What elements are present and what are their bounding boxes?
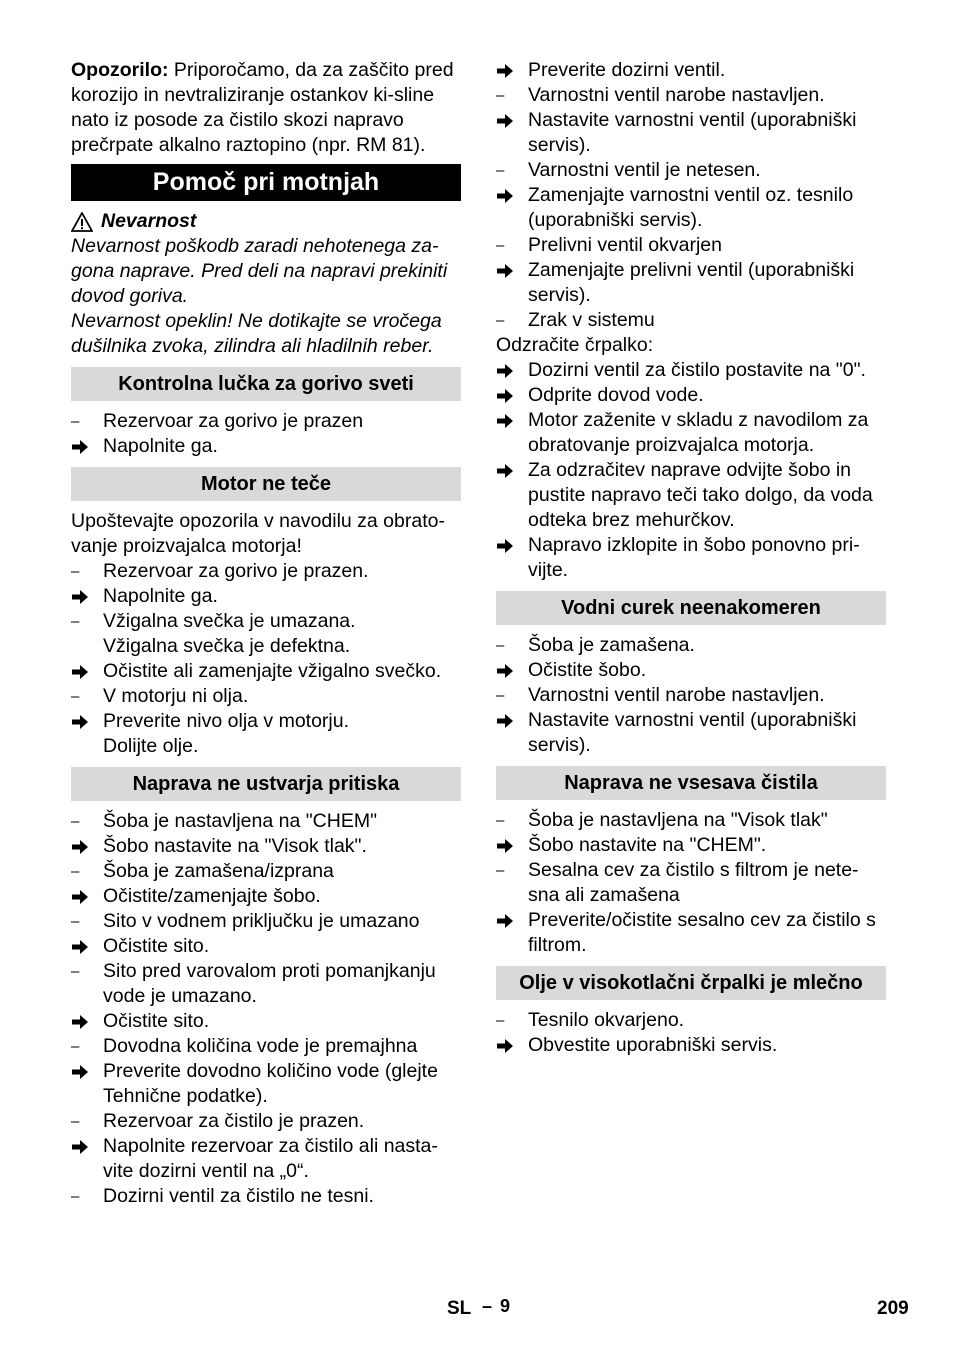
- item-text: Preverite dozirni ventil.: [528, 59, 726, 81]
- indent-spacer: [71, 734, 103, 759]
- dash-icon: –: [71, 563, 80, 580]
- dash-icon: –: [496, 237, 505, 254]
- dash-icon: –: [71, 1038, 80, 1055]
- dash-icon: –: [71, 1113, 80, 1130]
- cause-item: [496, 233, 886, 258]
- fuel-lamp-list: [71, 409, 461, 459]
- dash-icon: –: [71, 813, 80, 830]
- action-item: [496, 833, 886, 858]
- action-item: [496, 408, 886, 458]
- motor-intro: Upoštevajte opozorila v navodilu za obrato-vanje proizvajalca motorja!: [71, 510, 445, 557]
- action-item: [496, 908, 886, 958]
- left-column: [71, 58, 461, 1209]
- action-item: [496, 383, 886, 408]
- arrow-right-icon: [496, 908, 528, 958]
- cause-item: [71, 409, 461, 434]
- action-item: [496, 658, 886, 683]
- arrow-right-icon: [71, 1134, 103, 1184]
- cause-item: [71, 1109, 461, 1134]
- action-item: [496, 1033, 886, 1058]
- arrow-right-icon: [71, 834, 103, 859]
- danger-text-1: Nevarnost poškodb zaradi nehotenega za-gona naprave. Pred deli na napravi prekiniti dovod goriva.: [71, 235, 448, 307]
- item-text: Očistite sito.: [103, 935, 210, 957]
- action-item: [71, 434, 461, 459]
- arrow-right-icon: [71, 659, 103, 684]
- item-text: Napravo izklopite in šobo ponovno pri-vijte.: [528, 534, 860, 581]
- action-item: [496, 108, 886, 158]
- action-item: [496, 358, 886, 383]
- item-text: Napolnite ga.: [103, 585, 218, 607]
- item-text: Šobo nastavite na "Visok tlak".: [103, 835, 367, 857]
- dash-icon: –: [71, 1188, 80, 1205]
- action-item: [71, 659, 461, 684]
- arrow-right-icon: [71, 709, 103, 734]
- footer-separator: –: [482, 1296, 493, 1316]
- page-number: 209: [877, 1298, 909, 1319]
- arrow-right-icon: [496, 183, 528, 233]
- item-text: Obvestite uporabniški servis.: [528, 1034, 778, 1056]
- item-text: Zrak v sistemu: [528, 309, 655, 331]
- item-text: Preverite nivo olja v motorju.: [103, 710, 350, 732]
- arrow-right-icon: [496, 383, 528, 408]
- arrow-right-icon: [71, 884, 103, 909]
- dash-icon: –: [71, 913, 80, 930]
- item-text: Nastavite varnostni ventil (uporabniški servis).: [528, 709, 857, 756]
- item-text: Dozirni ventil za čistilo ne tesni.: [103, 1185, 374, 1207]
- action-item: [496, 58, 886, 83]
- action-item: [71, 934, 461, 959]
- cause-item: [71, 1034, 461, 1059]
- item-text: Rezervoar za gorivo je prazen.: [103, 560, 369, 582]
- arrow-right-icon: [496, 1033, 528, 1058]
- dash-icon: –: [496, 162, 505, 179]
- dash-icon: –: [71, 688, 80, 705]
- action-item: [71, 884, 461, 909]
- item-text: Rezervoar za čistilo je prazen.: [103, 1110, 365, 1132]
- warning-label: Opozorilo:: [71, 59, 169, 81]
- arrow-right-icon: [496, 58, 528, 83]
- action-item: [71, 1009, 461, 1034]
- arrow-right-icon: [496, 533, 528, 583]
- danger-heading: [71, 209, 461, 234]
- item-text: Šobo nastavite na "CHEM".: [528, 834, 767, 856]
- action-item: [496, 183, 886, 233]
- section-heading-water-jet: Vodni curek neenakomeren: [496, 591, 886, 625]
- item-text: Očistite/zamenjajte šobo.: [103, 885, 321, 907]
- cause-item: [496, 808, 886, 833]
- cause-item: [71, 959, 461, 1009]
- item-text: Nastavite varnostni ventil (uporabniški servis).: [528, 109, 857, 156]
- cause-item: [496, 1008, 886, 1033]
- cause-item: [496, 158, 886, 183]
- right-column: [496, 58, 886, 1058]
- motor-list: [71, 559, 461, 759]
- cause-item: [71, 609, 461, 634]
- warning-triangle-icon: [71, 212, 93, 232]
- item-text: Šoba je zamašena.: [528, 634, 695, 656]
- footer-section-page: 9: [500, 1296, 511, 1316]
- action-item: [496, 258, 886, 308]
- item-text: Vžigalna svečka je umazana.: [103, 610, 356, 632]
- section-heading-oil: Olje v visokotlačni črpalki je mlečno: [496, 966, 886, 1000]
- dash-icon: –: [496, 637, 505, 654]
- item-text: Odprite dovod vode.: [528, 384, 704, 406]
- item-text: Očistite ali zamenjajte vžigalno svečko.: [103, 660, 442, 682]
- item-text: Preverite/očistite sesalno cev za čistilo s filtrom.: [528, 909, 876, 956]
- action-item: [496, 708, 886, 758]
- arrow-right-icon: [496, 108, 528, 158]
- danger-heading-text: Nevarnost: [101, 210, 197, 232]
- detergent-list: [496, 808, 886, 958]
- action-item: [71, 1059, 461, 1109]
- dash-icon: –: [496, 812, 505, 829]
- arrow-right-icon: [71, 1059, 103, 1109]
- action-item: [71, 709, 461, 734]
- cause-item: [71, 559, 461, 584]
- item-text: Motor zaženite v skladu z navodilom za obratovanje proizvajalca motorja.: [528, 409, 869, 456]
- cause-item: [71, 859, 461, 884]
- item-text: Zamenjajte varnostni ventil oz. tesnilo (uporabniški servis).: [528, 184, 854, 231]
- action-item: [496, 533, 886, 583]
- bleed-list: [496, 358, 886, 583]
- item-text: Šoba je zamašena/izprana: [103, 860, 334, 882]
- indent-spacer: [71, 634, 103, 659]
- section-heading-detergent: Naprava ne vsesava čistila: [496, 766, 886, 800]
- page-title: Pomoč pri motnjah: [71, 164, 461, 201]
- item-text: Očistite sito.: [103, 1010, 210, 1032]
- item-text: Očistite šobo.: [528, 659, 647, 681]
- dash-icon: –: [496, 862, 505, 879]
- action-item: [71, 1134, 461, 1184]
- warning-paragraph: [71, 58, 461, 158]
- dash-icon: –: [496, 312, 505, 329]
- arrow-right-icon: [71, 584, 103, 609]
- water-jet-list: [496, 633, 886, 758]
- footer-lang: SL: [447, 1298, 472, 1319]
- arrow-right-icon: [496, 658, 528, 683]
- item-text: Rezervoar za gorivo je prazen: [103, 410, 364, 432]
- warning-text: Priporočamo, da za zaščito pred korozijo in nevtraliziranje ostankov ki-sline nato iz posode za čistilo skozi napravo prečrpate alkalno raztopino (npr. RM 81).: [71, 59, 454, 156]
- bleed-intro: Odzračite črpalko:: [496, 334, 654, 356]
- dash-icon: –: [71, 863, 80, 880]
- section-heading-fuel-lamp: Kontrolna lučka za gorivo sveti: [71, 367, 461, 401]
- item-text: Napolnite ga.: [103, 435, 218, 457]
- dash-icon: –: [496, 1012, 505, 1029]
- item-text: Zamenjajte prelivni ventil (uporabniški servis).: [528, 259, 855, 306]
- cause-item: [71, 1184, 461, 1209]
- item-text: Varnostni ventil je netesen.: [528, 159, 761, 181]
- section-heading-motor: Motor ne teče: [71, 467, 461, 501]
- action-item: [71, 834, 461, 859]
- item-text: Sito pred varovalom proti pomanjkanju vode je umazano.: [103, 960, 436, 1007]
- dash-icon: –: [496, 87, 505, 104]
- item-text: Preverite dovodno količino vode (glejte Tehnične podatke).: [103, 1060, 438, 1107]
- danger-text-2: Nevarnost opeklin! Ne dotikajte se vročega dušilnika zvoka, zilindra ali hladilnih reber.: [71, 310, 442, 357]
- item-text: Dozirni ventil za čistilo postavite na "0".: [528, 359, 866, 381]
- item-text: Varnostni ventil narobe nastavljen.: [528, 84, 825, 106]
- arrow-right-icon: [496, 408, 528, 458]
- item-text: Varnostni ventil narobe nastavljen.: [528, 684, 825, 706]
- cause-item: [71, 809, 461, 834]
- cause-item: [496, 83, 886, 108]
- dash-icon: –: [71, 413, 80, 430]
- dash-icon: –: [496, 687, 505, 704]
- action-item: [496, 458, 886, 533]
- section-heading-pressure: Naprava ne ustvarja pritiska: [71, 767, 461, 801]
- pressure-list: [71, 809, 461, 1209]
- item-text: Sito v vodnem priključku je umazano: [103, 910, 420, 932]
- item-text: Tesnilo okvarjeno.: [528, 1009, 685, 1031]
- item-text: V motorju ni olja.: [103, 685, 249, 707]
- item-text: Napolnite rezervoar za čistilo ali nasta-vite dozirni ventil na „0“.: [103, 1135, 438, 1182]
- arrow-right-icon: [71, 1009, 103, 1034]
- cause-item: [71, 909, 461, 934]
- item-text: Sesalna cev za čistilo s filtrom je nete-sna ali zamašena: [528, 859, 859, 906]
- arrow-right-icon: [496, 458, 528, 533]
- cause-item: [496, 858, 886, 908]
- item-text: Dovodna količina vode je premajhna: [103, 1035, 418, 1057]
- arrow-right-icon: [496, 833, 528, 858]
- dash-icon: –: [71, 613, 80, 630]
- cause-item: [496, 308, 886, 333]
- item-text: Šoba je nastavljena na "CHEM": [103, 810, 377, 832]
- cause-item: [496, 633, 886, 658]
- cause-item: [71, 684, 461, 709]
- item-text: Za odzračitev naprave odvijte šobo in pustite napravo teči tako dolgo, da voda odteka brez mehurčkov.: [528, 459, 873, 531]
- continuation-item: [71, 734, 461, 759]
- item-text: Dolijte olje.: [103, 735, 199, 757]
- arrow-right-icon: [71, 434, 103, 459]
- item-text: Vžigalna svečka je defektna.: [103, 635, 351, 657]
- item-text: Prelivni ventil okvarjen: [528, 234, 723, 256]
- valve-list: [496, 58, 886, 333]
- oil-list: [496, 1008, 886, 1058]
- continuation-item: [71, 634, 461, 659]
- arrow-right-icon: [496, 258, 528, 308]
- cause-item: [496, 683, 886, 708]
- arrow-right-icon: [496, 708, 528, 758]
- action-item: [71, 584, 461, 609]
- dash-icon: –: [71, 963, 80, 980]
- arrow-right-icon: [71, 934, 103, 959]
- arrow-right-icon: [496, 358, 528, 383]
- item-text: Šoba je nastavljena na "Visok tlak": [528, 809, 828, 831]
